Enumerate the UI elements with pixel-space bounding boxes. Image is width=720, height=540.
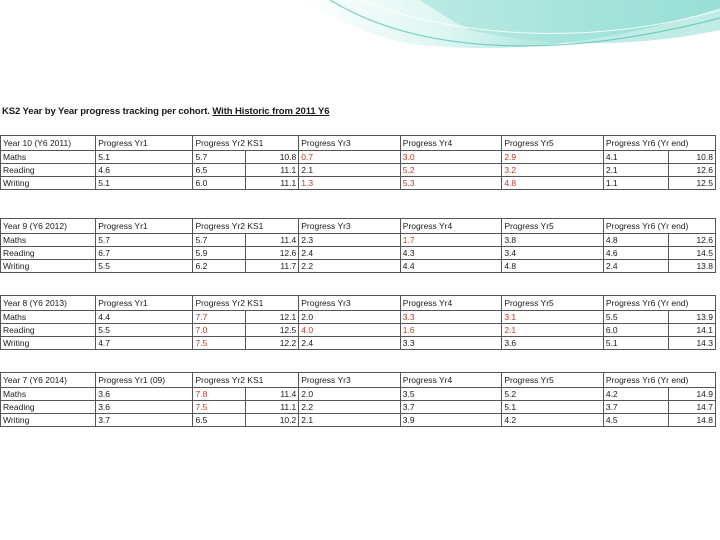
cell-yr6: 4.5 (603, 414, 669, 427)
cell-end: 14.9 (669, 388, 716, 401)
table-row (1, 388, 716, 401)
cell-end: 14.8 (669, 414, 716, 427)
cell-yr6: 4.6 (603, 247, 669, 260)
cell-subject: Writing (1, 414, 96, 427)
cell-yr1: 5.1 (96, 151, 193, 164)
header-yr1: Progress Yr1 (09) (96, 373, 193, 388)
cell-subject: Reading (1, 247, 96, 260)
header-yr4: Progress Yr4 (400, 296, 502, 311)
cell-yr1: 5.1 (96, 177, 193, 190)
cell-yr3: 2.2 (299, 260, 401, 273)
cell-yr1: 3.7 (96, 414, 193, 427)
cohort-table (0, 218, 716, 273)
cell-yr6: 5.5 (603, 311, 669, 324)
cell-ks1: 11.7 (246, 260, 299, 273)
cell-yr2: 6.5 (193, 164, 246, 177)
header-yr1: Progress Yr1 (96, 136, 193, 151)
cell-yr3: 2.0 (299, 388, 401, 401)
cell-yr4: 3.5 (400, 388, 502, 401)
cell-yr4: 5.2 (400, 164, 502, 177)
cell-yr4: 4.3 (400, 247, 502, 260)
cell-yr1: 4.4 (96, 311, 193, 324)
cell-yr2: 5.7 (193, 151, 246, 164)
cell-ks1: 10.8 (246, 151, 299, 164)
cell-yr2: 6.2 (193, 260, 246, 273)
table-row (1, 401, 716, 414)
cell-yr6: 4.8 (603, 234, 669, 247)
cell-ks1: 11.1 (246, 164, 299, 177)
cell-yr6: 4.2 (603, 388, 669, 401)
cell-end: 12.6 (669, 164, 716, 177)
cell-yr5: 3.6 (502, 337, 604, 350)
cell-yr5: 2.9 (502, 151, 604, 164)
cell-yr2: 7.8 (193, 388, 246, 401)
cell-yr6: 6.0 (603, 324, 669, 337)
cell-ks1: 10.2 (246, 414, 299, 427)
header-yr3: Progress Yr3 (299, 296, 401, 311)
header-yr5: Progress Yr5 (502, 373, 604, 388)
table-row (1, 151, 716, 164)
cell-yr6: 3.7 (603, 401, 669, 414)
cell-yr5: 4.8 (502, 260, 604, 273)
table-header-row (1, 219, 716, 234)
cell-ks1: 11.1 (246, 401, 299, 414)
cell-yr5: 3.4 (502, 247, 604, 260)
cell-yr4: 1.7 (400, 234, 502, 247)
header-yr2-ks1: Progress Yr2 KS1 (193, 136, 299, 151)
table-header-row (1, 373, 716, 388)
cell-yr1: 6.7 (96, 247, 193, 260)
cohort-label: Year 9 (Y6 2012) (1, 219, 96, 234)
cell-yr5: 3.8 (502, 234, 604, 247)
cell-yr3: 2.0 (299, 311, 401, 324)
header-yr1: Progress Yr1 (96, 296, 193, 311)
table-row (1, 260, 716, 273)
cell-yr2: 5.7 (193, 234, 246, 247)
cell-yr2: 6.5 (193, 414, 246, 427)
table-row (1, 177, 716, 190)
cell-yr6: 2.1 (603, 164, 669, 177)
cell-yr4: 5.3 (400, 177, 502, 190)
cell-end: 14.5 (669, 247, 716, 260)
cell-yr3: 2.3 (299, 234, 401, 247)
header-yr4: Progress Yr4 (400, 136, 502, 151)
cell-yr1: 4.7 (96, 337, 193, 350)
cell-ks1: 11.1 (246, 177, 299, 190)
cell-yr4: 1.6 (400, 324, 502, 337)
cell-yr6: 2.4 (603, 260, 669, 273)
cell-subject: Reading (1, 164, 96, 177)
cell-yr1: 5.5 (96, 260, 193, 273)
cohort-label: Year 7 (Y6 2014) (1, 373, 96, 388)
cell-ks1: 12.2 (246, 337, 299, 350)
cell-subject: Maths (1, 388, 96, 401)
cell-yr5: 4.2 (502, 414, 604, 427)
cell-yr5: 5.2 (502, 388, 604, 401)
cell-subject: Reading (1, 401, 96, 414)
cohort-label: Year 8 (Y6 2013) (1, 296, 96, 311)
header-yr3: Progress Yr3 (299, 373, 401, 388)
cell-yr3: 2.2 (299, 401, 401, 414)
cell-end: 10.8 (669, 151, 716, 164)
cell-yr1: 3.6 (96, 388, 193, 401)
cell-yr4: 3.0 (400, 151, 502, 164)
cell-yr2: 7.5 (193, 401, 246, 414)
cell-yr3: 2.1 (299, 164, 401, 177)
cell-ks1: 12.1 (246, 311, 299, 324)
cell-yr1: 4.6 (96, 164, 193, 177)
table-row (1, 311, 716, 324)
decorative-swoosh (0, 0, 720, 90)
cohort-label: Year 10 (Y6 2011) (1, 136, 96, 151)
cell-yr4: 4.4 (400, 260, 502, 273)
cohort-table (0, 135, 716, 190)
cell-ks1: 12.6 (246, 247, 299, 260)
header-yr5: Progress Yr5 (502, 219, 604, 234)
header-yr6: Progress Yr6 (Yr end) (603, 296, 715, 311)
table-row (1, 247, 716, 260)
cell-yr4: 3.9 (400, 414, 502, 427)
cell-yr6: 1.1 (603, 177, 669, 190)
cell-end: 14.7 (669, 401, 716, 414)
header-yr5: Progress Yr5 (502, 136, 604, 151)
cell-yr2: 7.0 (193, 324, 246, 337)
cell-yr5: 4.8 (502, 177, 604, 190)
cell-ks1: 11.4 (246, 234, 299, 247)
cohort-table (0, 372, 716, 427)
table-row (1, 414, 716, 427)
cell-yr6: 4.1 (603, 151, 669, 164)
header-yr4: Progress Yr4 (400, 219, 502, 234)
cell-yr3: 2.1 (299, 414, 401, 427)
header-yr1: Progress Yr1 (96, 219, 193, 234)
header-yr6: Progress Yr6 (Yr end) (603, 373, 715, 388)
cell-yr3: 2.4 (299, 247, 401, 260)
header-yr6: Progress Yr6 (Yr end) (603, 219, 715, 234)
cell-yr1: 5.7 (96, 234, 193, 247)
cell-yr3: 2.4 (299, 337, 401, 350)
cell-yr2: 7.7 (193, 311, 246, 324)
page-title: KS2 Year by Year progress tracking per cohort. With Historic from 2011 Y6 (2, 106, 330, 117)
cell-end: 14.1 (669, 324, 716, 337)
table-header-row (1, 296, 716, 311)
header-yr2-ks1: Progress Yr2 KS1 (193, 373, 299, 388)
cell-yr2: 7.5 (193, 337, 246, 350)
header-yr2-ks1: Progress Yr2 KS1 (193, 296, 299, 311)
cell-subject: Writing (1, 177, 96, 190)
cell-yr1: 3.6 (96, 401, 193, 414)
cell-yr1: 5.5 (96, 324, 193, 337)
cell-yr3: 0.7 (299, 151, 401, 164)
header-yr3: Progress Yr3 (299, 136, 401, 151)
cell-yr2: 5.9 (193, 247, 246, 260)
cell-ks1: 11.4 (246, 388, 299, 401)
cell-subject: Writing (1, 260, 96, 273)
table-row (1, 234, 716, 247)
cell-end: 14.3 (669, 337, 716, 350)
cell-end: 12.5 (669, 177, 716, 190)
cell-subject: Maths (1, 234, 96, 247)
cell-ks1: 12.5 (246, 324, 299, 337)
table-row (1, 337, 716, 350)
cell-subject: Reading (1, 324, 96, 337)
header-yr4: Progress Yr4 (400, 373, 502, 388)
cell-yr3: 4.0 (299, 324, 401, 337)
cell-end: 13.8 (669, 260, 716, 273)
header-yr2-ks1: Progress Yr2 KS1 (193, 219, 299, 234)
cell-yr3: 1.3 (299, 177, 401, 190)
cell-subject: Writing (1, 337, 96, 350)
cell-yr4: 3.7 (400, 401, 502, 414)
table-row (1, 324, 716, 337)
cell-subject: Maths (1, 311, 96, 324)
cell-yr5: 3.1 (502, 311, 604, 324)
cell-yr5: 3.2 (502, 164, 604, 177)
cell-yr5: 2.1 (502, 324, 604, 337)
cell-yr4: 3.3 (400, 337, 502, 350)
cell-end: 12.6 (669, 234, 716, 247)
header-yr5: Progress Yr5 (502, 296, 604, 311)
cell-yr5: 5.1 (502, 401, 604, 414)
cell-yr6: 5.1 (603, 337, 669, 350)
header-yr3: Progress Yr3 (299, 219, 401, 234)
table-header-row (1, 136, 716, 151)
cell-yr4: 3.3 (400, 311, 502, 324)
header-yr6: Progress Yr6 (Yr end) (603, 136, 715, 151)
cell-end: 13.9 (669, 311, 716, 324)
cell-subject: Maths (1, 151, 96, 164)
cohort-table (0, 295, 716, 350)
table-row (1, 164, 716, 177)
cell-yr2: 6.0 (193, 177, 246, 190)
